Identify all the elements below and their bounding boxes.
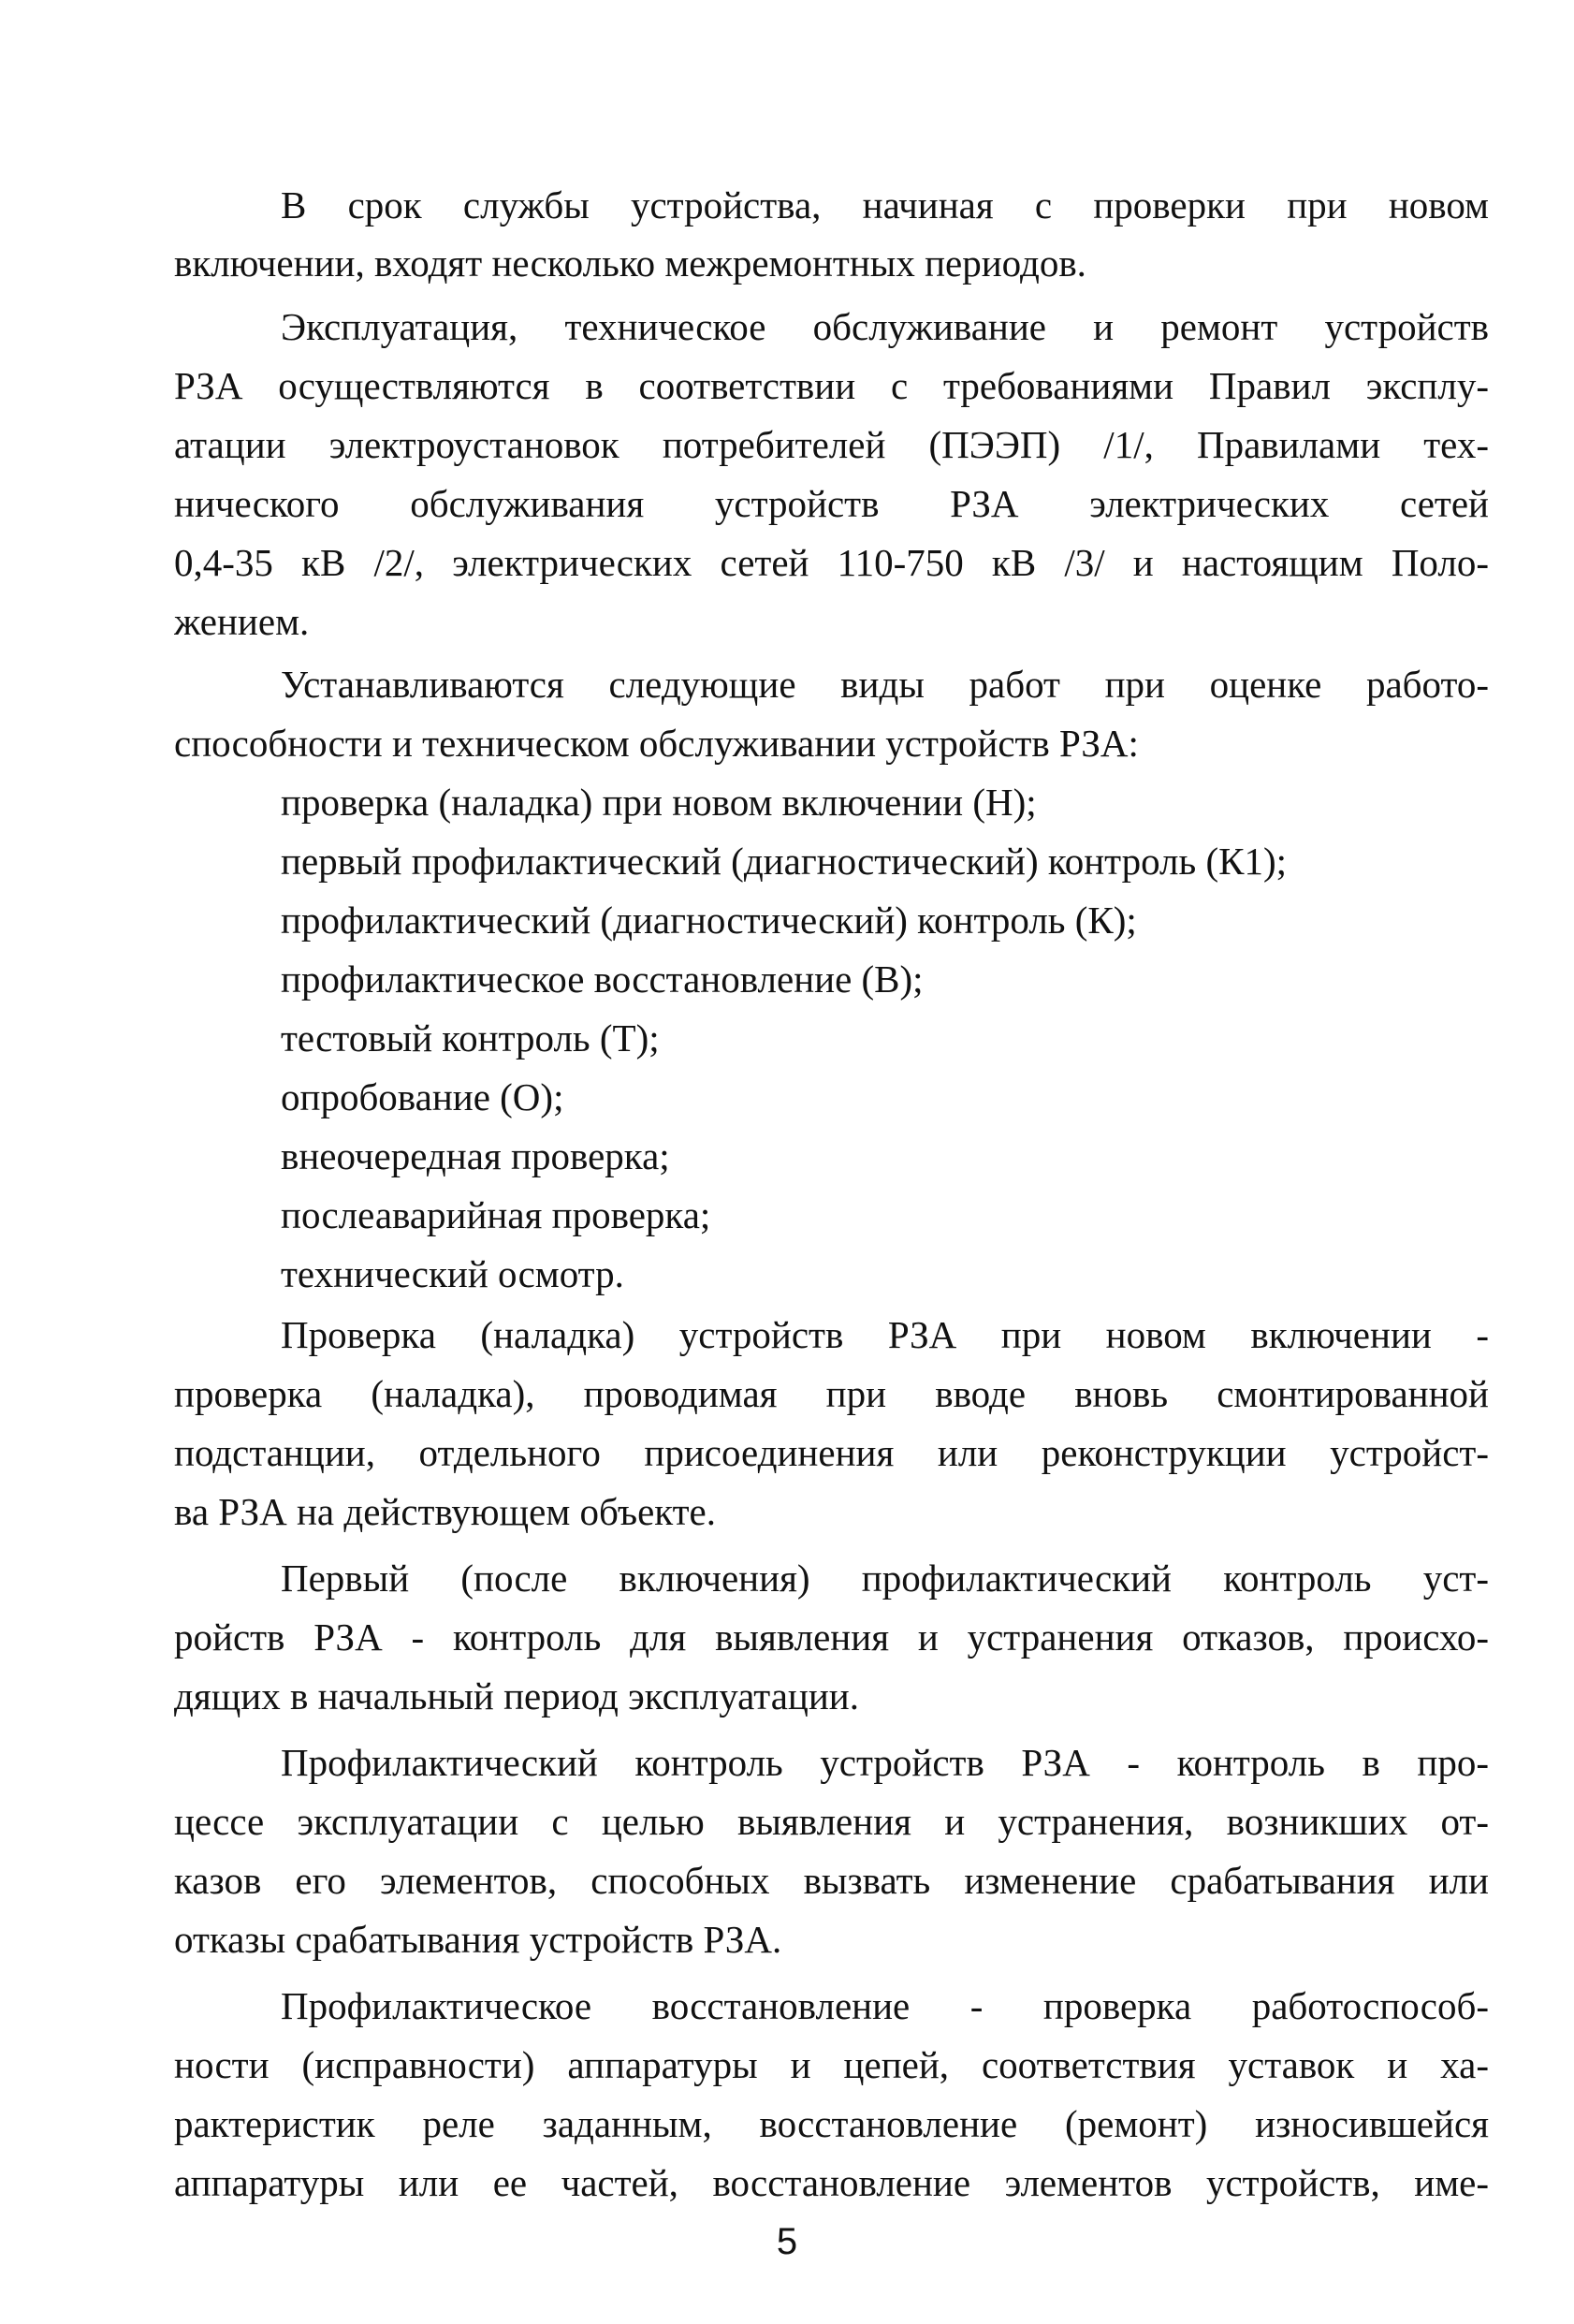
paragraph-2-line-1: Эксплуатация, техническое обслуживание и ремонт устройств	[281, 305, 1489, 348]
paragraph-3-line-2: способности и техническом обслуживании устройств РЗА:	[174, 722, 1139, 765]
paragraph-5-line-1: Проверка (наладка) устройств РЗА при новом включении -	[281, 1313, 1489, 1356]
list-item-post-accident-check: послеаварийная проверка;	[281, 1193, 711, 1236]
paragraph-7-line-3: казов его элементов, способных вызвать изменение срабатывания или	[174, 1859, 1489, 1902]
list-item-trial: опробование (О);	[281, 1075, 564, 1118]
paragraph-7-line-2: цессе эксплуатации с целью выявления и устранения, возникших от-	[174, 1800, 1489, 1843]
paragraph-2-line-6: жением.	[174, 600, 310, 643]
page-number: 5	[776, 2221, 798, 2262]
list-item-new-check: проверка (наладка) при новом включении (Н);	[281, 781, 1037, 824]
paragraph-1-line-2: включении, входят несколько межремонтных периодов.	[174, 241, 1086, 285]
paragraph-8-line-3: рактеристик реле заданным, восстановление (ремонт) износившейся	[174, 2102, 1489, 2145]
paragraph-8-line-1: Профилактическое восстановление - проверка работоспособ-	[281, 1984, 1489, 2027]
paragraph-6-line-3: дящих в начальный период эксплуатации.	[174, 1674, 859, 1717]
paragraph-7-line-4: отказы срабатывания устройств РЗА.	[174, 1918, 782, 1961]
paragraph-2-line-5: 0,4-35 кВ /2/, электрических сетей 110-750 кВ /3/ и настоящим Поло-	[174, 541, 1489, 584]
list-item-first-control: первый профилактический (диагностический) контроль (К1);	[281, 840, 1288, 883]
list-item-restoration: профилактическое восстановление (В);	[281, 957, 924, 1001]
list-item-extraordinary-check: внеочередная проверка;	[281, 1134, 670, 1177]
paragraph-8-line-2: ности (исправности) аппаратуры и цепей, соответствия уставок и ха-	[174, 2043, 1489, 2086]
list-item-control: профилактический (диагностический) контроль (К);	[281, 899, 1137, 942]
paragraph-3-line-1: Устанавливаются следующие виды работ при оценке работо-	[281, 663, 1489, 706]
paragraph-5-line-4: ва РЗА на действующем объекте.	[174, 1490, 717, 1533]
paragraph-6-line-2: ройств РЗА - контроль для выявления и устранения отказов, происхо-	[174, 1615, 1489, 1659]
paragraph-5-line-3: подстанции, отдельного присоединения или реконструкции устройст-	[174, 1431, 1489, 1474]
paragraph-5-line-2: проверка (наладка), проводимая при вводе вновь смонтированной	[174, 1372, 1489, 1415]
paragraph-6-line-1: Первый (после включения) профилактический контроль уст-	[281, 1557, 1489, 1600]
paragraph-2-line-3: атации электроустановок потребителей (ПЭЭП) /1/, Правилами тех-	[174, 423, 1489, 466]
list-item-test-control: тестовый контроль (Т);	[281, 1016, 660, 1060]
paragraph-2-line-2: РЗА осуществляются в соответствии с требованиями Правил эксплу-	[174, 364, 1489, 407]
paragraph-1-line-1: В срок службы устройства, начиная с проверки при новом	[281, 183, 1489, 227]
paragraph-2-line-4: нического обслуживания устройств РЗА электрических сетей	[174, 482, 1489, 525]
paragraph-7-line-1: Профилактический контроль устройств РЗА - контроль в про-	[281, 1741, 1489, 1784]
list-item-technical-inspection: технический осмотр.	[281, 1252, 624, 1295]
paragraph-8-line-4: аппаратуры или ее частей, восстановление элементов устройств, име-	[174, 2161, 1489, 2204]
